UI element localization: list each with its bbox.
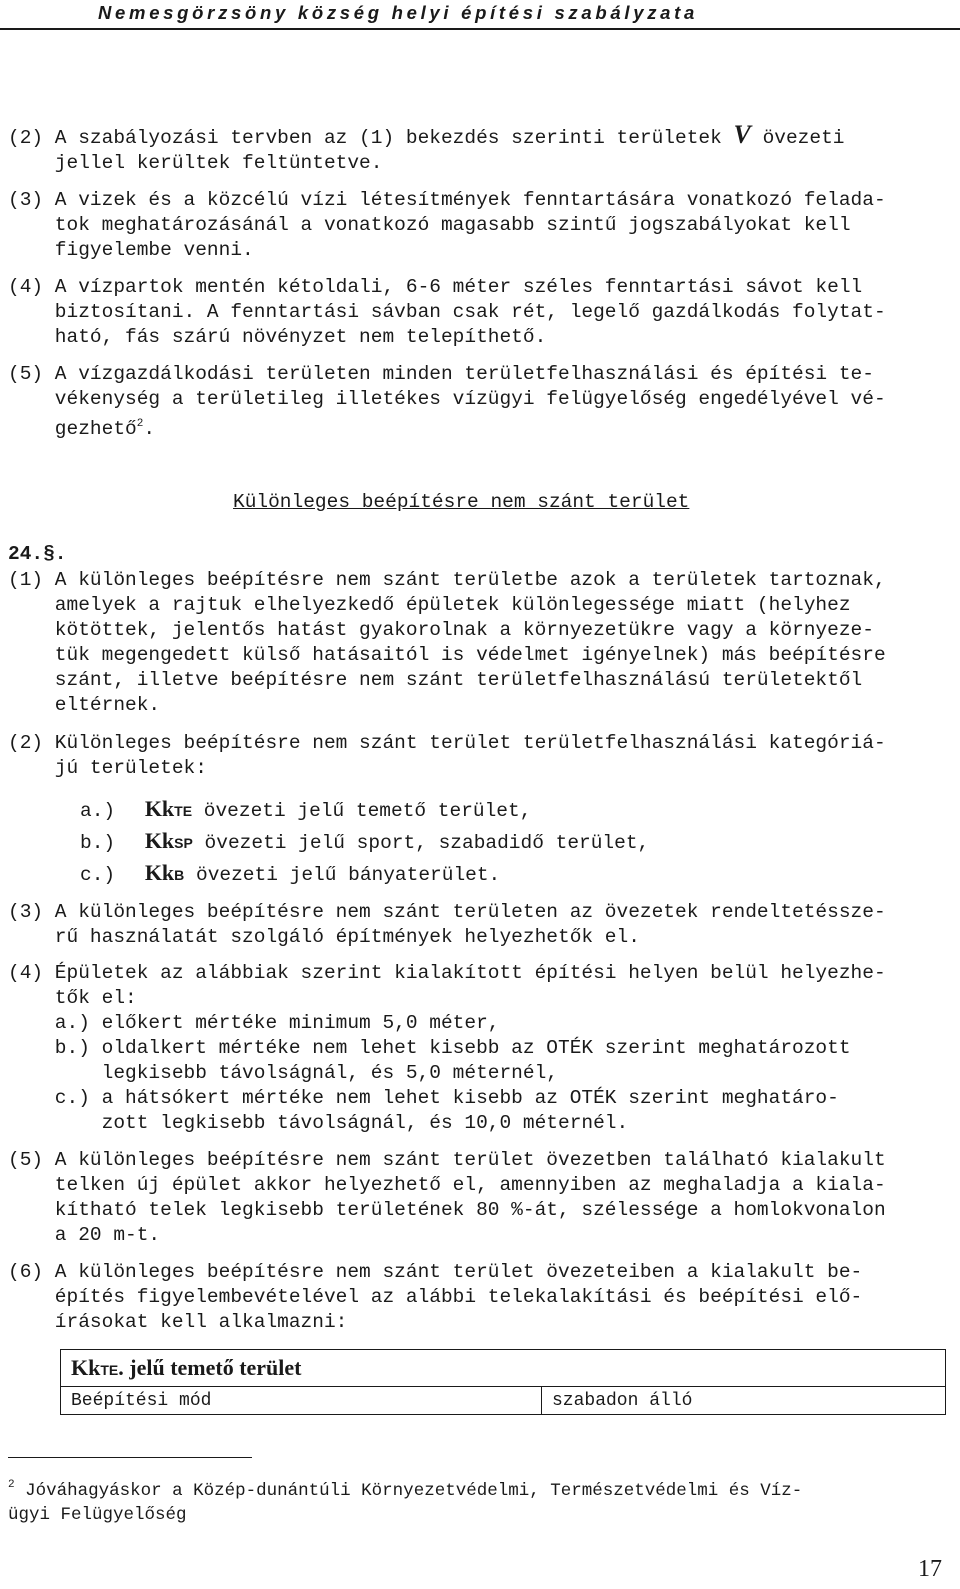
text-line: (4) Épületek az alábbiak szerint kialakított építési helyen belül helyezhe- [8, 962, 886, 984]
footnote-line: ügyi Felügyelőség [8, 1505, 187, 1525]
table-title-text: . jelű temető terület [118, 1355, 302, 1380]
zone-code-sub: TE [100, 1362, 119, 1378]
text-line [8, 412, 958, 442]
footnote-line: Jóváhagyáskor a Közép-dunántúli Környezetvédelmi, Természetvédelmi és Víz- [25, 1481, 803, 1501]
text-line: rű használatát szolgáló építmények helyezhetők el. [8, 926, 640, 948]
zone-code-sub: B [174, 867, 185, 883]
text-line: (6) A különleges beépítésre nem szánt terület övezeteiben a kialakult be- [8, 1261, 863, 1283]
zone-code-main: Kk [144, 796, 175, 821]
zone-code-main: Kk [144, 860, 175, 885]
text-line: (5) A vízgazdálkodási területen minden területfelhasználási és építési te- [8, 363, 874, 385]
text-line: tok meghatározásánál a vonatkozó magasabb szintű jogszabályokat kell [8, 214, 851, 236]
text-fragment: . [143, 418, 156, 440]
table-cell-value: szabadon álló [542, 1387, 946, 1415]
document-title: Nemesgörzsöny község helyi építési szabályzata [98, 2, 698, 23]
zone-symbol-v: V [733, 120, 751, 149]
text-line: ható, fás szárú növényzet nem telepíthető. [8, 326, 547, 348]
text-line: (2) Különleges beépítésre nem szánt terület területfelhasználási kategóriá- [8, 732, 886, 754]
list-marker: a.) [80, 800, 116, 822]
zone-list-item-te [80, 796, 531, 824]
zone-code-main: Kk [71, 1355, 101, 1380]
text-line: írásokat kell alkalmazni: [8, 1311, 348, 1333]
paragraph-special-1 [8, 568, 958, 718]
text-line: (3) A vizek és a közcélú vízi létesítmények fenntartására vonatkozó felada- [8, 189, 886, 211]
text-line: zott legkisebb távolságnál, és 10,0 méternél. [8, 1112, 629, 1134]
list-marker: b.) [80, 832, 116, 854]
section-mark: 24.§. [8, 543, 67, 565]
text-line: tők el: [8, 987, 137, 1009]
text-line: figyelembe venni. [8, 239, 254, 261]
text-line: a.) előkert mértéke minimum 5,0 méter, [8, 1012, 500, 1034]
text-line: telken új épület akkor helyezhető el, amennyiben az meghaladja a kiala- [8, 1174, 886, 1196]
zone-description: övezeti jelű temető terület, [192, 800, 532, 822]
page-number: 17 [918, 1556, 942, 1582]
paragraph-special-2 [8, 731, 958, 781]
header-divider [0, 28, 960, 30]
zone-list-item-b [80, 860, 500, 888]
zone-code [145, 860, 184, 885]
text-line: (2) A szabályozási tervben az (1) bekezdés szerinti területek V övezeti [8, 120, 845, 149]
paragraph-special-5 [8, 1148, 958, 1248]
paragraph-water-2 [8, 122, 958, 176]
footnote [8, 1473, 928, 1527]
text-line: kítható telek legkisebb területének 80 %-át, szélessége a homlokvonalon [8, 1199, 886, 1221]
paragraph-special-3 [8, 900, 958, 950]
text-line: a 20 m-t. [8, 1224, 161, 1246]
paragraph-water-3 [8, 188, 958, 263]
text-line: biztosítani. A fenntartási sávban csak rét, legelő gazdálkodás folytat- [8, 301, 886, 323]
page-header [0, 0, 960, 27]
zone-description: övezeti jelű sport, szabadidő terület, [192, 832, 650, 854]
text-line: b.) oldalkert mértéke nem lehet kisebb az OTÉK szerint meghatározott [8, 1037, 851, 1059]
footnote-ref[interactable]: 2 [136, 418, 144, 430]
text-line: jú területek: [8, 757, 207, 779]
zone-code-sub: SP [174, 835, 193, 851]
zone-code-sub: TE [174, 803, 193, 819]
table-cell-label: Beépítési mód [61, 1387, 542, 1415]
zone-list-item-sp [80, 828, 649, 856]
footnote-number: 2 [8, 1479, 15, 1491]
section-heading: Különleges beépítésre nem szánt terület [233, 491, 690, 513]
paragraph-special-4 [8, 961, 958, 1136]
paragraph-water-5 [8, 362, 958, 442]
paragraph-special-6 [8, 1260, 958, 1335]
text-line: vékenység a területileg illetékes vízügyi felügyelőség engedélyével vé- [8, 388, 886, 410]
zone-code [145, 828, 193, 853]
text-line: (1) A különleges beépítésre nem szánt területbe azok a területek tartoznak, [8, 569, 886, 591]
zone-description: övezeti jelű bányaterület. [184, 864, 501, 886]
text-line: (4) A vízpartok mentén kétoldali, 6-6 méter széles fenntartási sávot kell [8, 276, 863, 298]
table-title-cell [61, 1350, 946, 1387]
text-line: amelyek a rajtuk elhelyezkedő épületek különlegessége miatt (helyhez [8, 594, 851, 616]
text-line: eltérnek. [8, 694, 161, 716]
text-line: legkisebb távolságnál, és 5,0 méternél, [8, 1062, 558, 1084]
paragraph-water-4 [8, 275, 958, 350]
text-line: építés figyelembevételével az alábbi telekalakítási és beépítési elő- [8, 1286, 863, 1308]
list-marker: c.) [80, 864, 116, 886]
footnote-divider [8, 1457, 252, 1458]
zone-code [145, 796, 192, 821]
text-line: szánt, illetve beépítésre nem szánt területfelhasználású területektől [8, 669, 863, 691]
table-title-row [61, 1350, 946, 1387]
table-row [61, 1387, 946, 1415]
text-fragment: gezhető [8, 418, 137, 440]
text-line: (5) A különleges beépítésre nem szánt terület övezetben található kialakult [8, 1149, 886, 1171]
text-line: (3) A különleges beépítésre nem szánt területen az övezetek rendeltetéssze- [8, 901, 886, 923]
text-line: kötöttek, jelentős hatást gyakorolnak a környezetükre vagy a környeze- [8, 619, 874, 641]
zone-code-main: Kk [144, 828, 175, 853]
zone-rules-table [60, 1349, 946, 1415]
text-line: c.) a hátsókert mértéke nem lehet kisebb az OTÉK szerint meghatáro- [8, 1087, 839, 1109]
text-line: jellel kerültek feltüntetve. [8, 152, 383, 174]
text-line: tük megengedett külső hatásaitól is védelmet igényelnek) más beépítésre [8, 644, 886, 666]
